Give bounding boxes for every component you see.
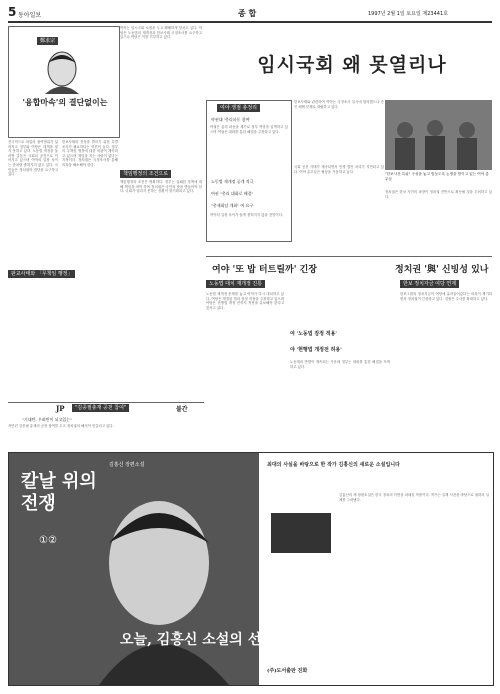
ad-volumes: ①②: [39, 535, 57, 546]
ad-top-text: 최대의 사실을 바탕으로 한 작가 김홍신의 새로운 소설입니다: [267, 462, 400, 468]
issue-box-text: 야권은 총리 파동을 계기로 정부 여당을 압박하고 있으며 여권은 대화를 통한 해결을 주장하고 있다.: [210, 125, 288, 134]
ad-author: 김홍신 장편소설: [109, 462, 145, 468]
ad-image: [9, 453, 259, 685]
column-subhead-1: 판교사태와 「무책임 행정」: [8, 270, 75, 278]
page-number: 5: [8, 5, 17, 19]
issue-box-text-2: 여야의 입장 차이가 쉽게 좁혀지지 않을 전망이다.: [210, 213, 284, 217]
mid-inline-2: 야 '현행법 개정전 허용': [290, 347, 342, 353]
date-issue: 1997년 2월 1일 토요일 제23441호: [368, 11, 448, 17]
mid-inline-1: 여 '노동법 잠정 적용': [290, 331, 337, 337]
headline-2: 여야 '또 밥 터트릴까' 긴장: [212, 265, 317, 275]
column-subhead-2: 책임행정의 조건으로: [120, 170, 171, 178]
main-headline: 임시국회 왜 못열리나: [257, 54, 447, 76]
ad-border: [8, 452, 494, 686]
ad-slogan: 오늘, 김홍신 소설의 선전포고가 시작되었다!: [120, 632, 394, 648]
column-body-2: 한보사태의 진상을 밝히기 위한 특별조사가 필요하다는 여론이 높다. 정부의 무책임 행정에 대한 비판이 계속되고 있으며 책임을 지는 사람이 없다는 지적이다. 정치권은 국정조사를 통해 의혹을 해소해야 한다.: [62, 140, 118, 167]
ad-books: [271, 513, 331, 553]
right-text-mid: 국회 공전 사태가 계속되면서 민생 법안 처리가 지연되고 있다. 여야 총무들은 협상을 거듭하고 있다.: [294, 165, 384, 174]
photo-caption: "한보사건 특위" 구성을 놓고 밤늦도록 논쟁을 벌이고 있는 여야 총무들: [385, 172, 489, 181]
ad-text: 김홍신의 새 장편소설은 한국 정치의 이면을 파헤친 작품이다. 작가는 실제 사건을 바탕으로 권력의 실체를 그려냈다.: [339, 493, 489, 502]
right-text-far: 정치권은 한보 사건의 파장이 정치권 전반으로 확산될 것을 우려하고 있다.: [385, 190, 492, 199]
mid-header-right: 한보 정치자금 여당 연계: [400, 280, 459, 288]
divider-1: [206, 256, 492, 257]
masthead-rule: [8, 21, 492, 23]
jp-label: "김종필총재 공천 참여": [72, 404, 129, 412]
bottom-text-1: 노동법 재개정 문제를 놓고 여야가 다시 대치하고 있다. 여당은 개정된 법의 잠정 적용을 주장하고 있으며 야당은 현행법 개정 전까지 적용을 유보해야 한다고 맞서고 있다.: [206, 292, 284, 310]
column-box: [8, 26, 120, 138]
column-body: 전국적으로 파업의 참여범위가 넓어지고 정부와 여당은 대책을 찾지 못하고 있다. 노동법 개정을 둘러싼 갈등은 국회의 공전으로 이어지고 있으며 여야의 입장 차이는 좀처럼 좁혀지지 않고 있다. 국민들은 정치권의 결단을 요구하고 있다.: [8, 140, 58, 177]
headline-3: 정치권 '與' 신빙성 있나: [395, 265, 489, 275]
middle-text-2: 책임행정의 조건은 명확하다. 정부는 실패한 정책에 대해 책임을 져야 하며 정치권은 국민의 뜻을 받들어야 한다. 국회가 열리지 못하는 상황이 장기화되고 있다.: [120, 180, 202, 194]
issue-box-header: 여야 쟁점 총정리: [217, 104, 260, 112]
jp-text: 자민련 김종필 총재의 공천 참여를 두고 정치권의 해석이 엇갈리고 있다.: [8, 424, 114, 428]
jp-title: JP: [56, 404, 65, 413]
jp-sub: "기대반, 우려반이 되고있는": [22, 417, 72, 422]
issue-box-sub: 야권대 '총리파동 참여': [211, 117, 251, 122]
column-title: '융합마속'의 결단없이는: [22, 97, 108, 107]
mid-header-left: 노동법 대치 재개정 진통: [206, 280, 265, 288]
columnist-portrait: [37, 49, 87, 94]
issue-item-1: 노동법 재개정 공개 적극: [211, 179, 254, 184]
bottom-text-3: 한보그룹의 정치자금이 여당에 흘러들어갔다는 의혹이 제기되면서 정치권이 긴장하고 있다. 검찰은 수사를 확대하고 있다.: [400, 292, 492, 301]
right-text-top: 한보사태와 관련하여 여야는 국정조사 실시에 합의했으나 증인 채택 문제로 대립하고 있다.: [294, 100, 384, 109]
issue-item-2: 여권 "총리 대화로 해결": [211, 191, 254, 196]
ad-publisher: (주)도서출판 진화: [267, 668, 308, 674]
paper-name: 동아일보: [18, 12, 42, 19]
bottom-text-2: 노동계의 반발이 계속되는 가운데 정부는 대화를 통한 해결을 모색하고 있다.: [290, 360, 390, 369]
ad-book-title: 칼날 위의 전쟁: [21, 471, 97, 514]
masthead: [8, 7, 492, 21]
issue-item-3: "총재회담 개최" 여 요구: [211, 203, 254, 208]
column-byline: 鄭求宗: [37, 37, 58, 45]
news-photo: [385, 100, 492, 170]
issue-box: [206, 100, 292, 242]
divider-2: [8, 402, 204, 403]
section-name: 종 합: [238, 9, 257, 18]
jp-box: [8, 404, 204, 444]
middle-text: 여야는 임시국회 소집을 두고 팽팽하게 맞서고 있다. 야당은 노동법의 재개정과 한보사태 국정조사를 요구하고 있으나 여당은 이를 거부하고 있다.: [120, 26, 202, 40]
jp-side: 불간: [176, 406, 188, 413]
